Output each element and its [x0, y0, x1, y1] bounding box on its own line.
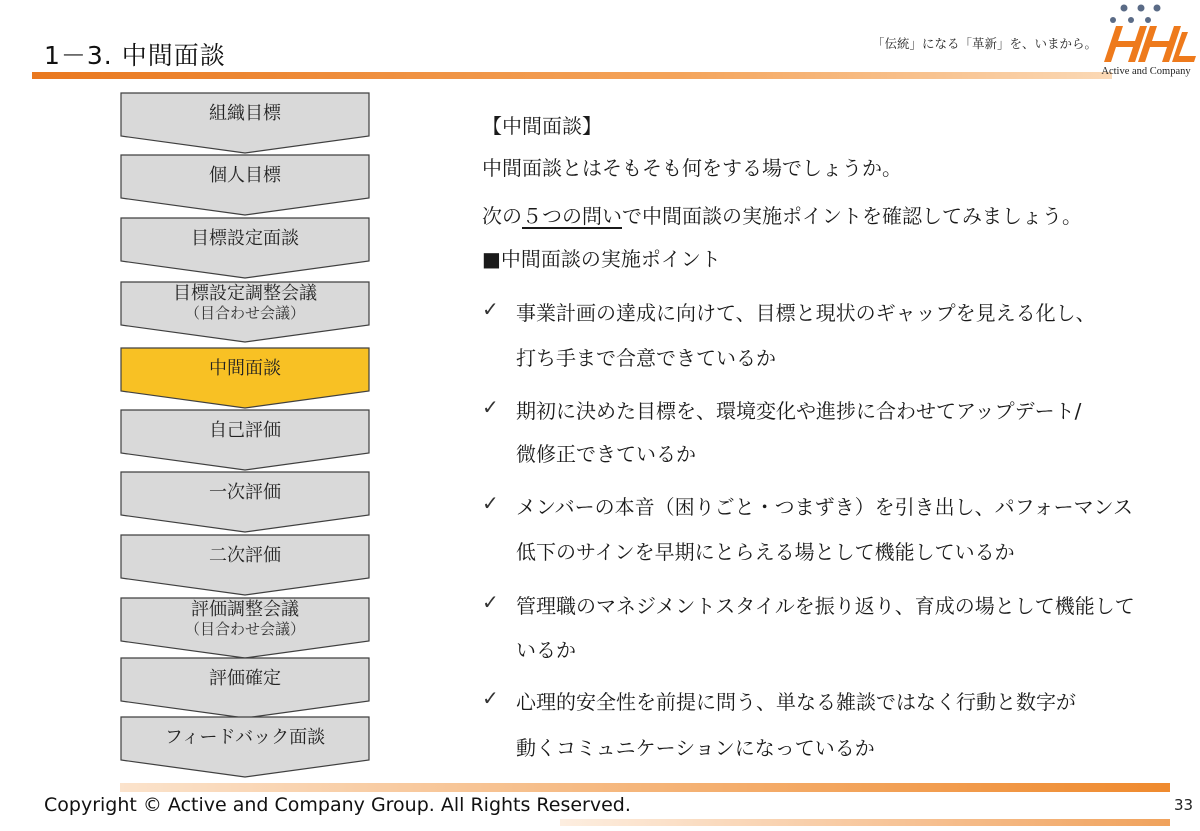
page-number: 33: [1174, 796, 1194, 814]
flow-step-label: [120, 92, 370, 136]
check-icon: ✓: [482, 590, 499, 614]
check-icon: ✓: [482, 297, 499, 321]
flow-step-title: 目標設定調整会議: [173, 283, 317, 305]
flow-step-label: [120, 597, 370, 641]
flow-step-title: 個人目標: [209, 164, 281, 186]
flow-step-title: 目標設定面談: [191, 227, 299, 249]
flow-step-title: 評価調整会議: [191, 599, 299, 621]
flow-step-label: [120, 281, 370, 325]
point-text: いるか: [516, 638, 576, 662]
flow-step-title: 二次評価: [209, 544, 281, 566]
flow-step-label: [120, 409, 370, 453]
logo-dot: [1154, 5, 1161, 12]
check-icon: ✓: [482, 491, 499, 515]
flow-step-label: [120, 347, 370, 391]
flow-step-subtitle: （目合わせ会議）: [184, 619, 305, 638]
title-underline: [32, 72, 1112, 79]
flow-step-title: 評価確定: [209, 667, 281, 689]
five-questions: ５つの問い: [522, 204, 622, 228]
logo-dot: [1128, 17, 1134, 23]
logo-text: Active and Company: [1101, 66, 1191, 77]
intro-text: で中間面談の実施ポイントを確認してみましょう。: [622, 204, 1082, 228]
copyright: Copyright © Active and Company Group. All Rights Reserved.: [44, 794, 631, 816]
footer-bar: [120, 783, 1170, 792]
point-text: 管理職のマネジメントスタイルを振り返り、育成の場として機能して: [516, 594, 1135, 618]
flow-step: [120, 534, 370, 596]
flow-step: [120, 716, 370, 778]
flow-step-label: [120, 534, 370, 578]
content-heading: 【中間面談】: [482, 114, 602, 138]
flow-step-subtitle: （目合わせ会議）: [184, 303, 305, 322]
flow-step-label: [120, 217, 370, 261]
flow-step: [120, 347, 370, 409]
flow-step-label: [120, 154, 370, 198]
content-intro-2: [482, 200, 1082, 229]
flow-step: [120, 471, 370, 533]
logo-dot: [1110, 17, 1116, 23]
slide-title: 1－3. 中間面談: [44, 41, 226, 70]
flow-step-title: 中間面談: [209, 357, 281, 379]
flow-step-title: 組織目標: [209, 102, 281, 124]
point-text: メンバーの本音（困りごと・つまずき）を引き出し、パフォーマンス: [516, 495, 1133, 519]
flow-step-label: [120, 657, 370, 701]
point-text: 期初に決めた目標を、環境変化や進捗に合わせてアップデート/: [516, 399, 1082, 423]
flow-step: [120, 597, 370, 659]
flow-step-title: 自己評価: [209, 419, 281, 441]
flow-step-label: [120, 716, 370, 760]
point-text: 低下のサインを早期にとらえる場として機能しているか: [516, 540, 1015, 564]
check-icon: ✓: [482, 686, 499, 710]
intro-text: 次の: [482, 204, 522, 228]
point-text: 心理的安全性を前提に問う、単なる雑談ではなく行動と数字が: [516, 690, 1076, 714]
flow-step: [120, 281, 370, 343]
flow-step: [120, 409, 370, 471]
flow-step: [120, 657, 370, 719]
flow-step: [120, 92, 370, 154]
logo-dot: [1121, 5, 1128, 12]
flow-step: [120, 217, 370, 279]
point-text: 微修正できているか: [516, 442, 696, 466]
content-intro: 中間面談とはそもそも何をする場でしょうか。: [482, 156, 902, 180]
flow-step-title: フィードバック面談: [164, 726, 326, 748]
check-icon: ✓: [482, 395, 499, 419]
flow-step-title: 一次評価: [209, 481, 281, 503]
footer-bar: [560, 819, 1170, 826]
point-text: 打ち手まで合意できているか: [516, 346, 776, 370]
section-heading: ■中間面談の実施ポイント: [482, 247, 721, 271]
flow-step-label: [120, 471, 370, 515]
logo-dot: [1138, 5, 1145, 12]
point-text: 事業計画の達成に向けて、目標と現状のギャップを見える化し、: [516, 301, 1096, 325]
tagline: 「伝統」になる「革新」を、いまから。: [872, 36, 1098, 51]
flow-step: [120, 154, 370, 216]
logo-dot: [1145, 17, 1151, 23]
point-text: 動くコミュニケーションになっているか: [516, 736, 875, 760]
